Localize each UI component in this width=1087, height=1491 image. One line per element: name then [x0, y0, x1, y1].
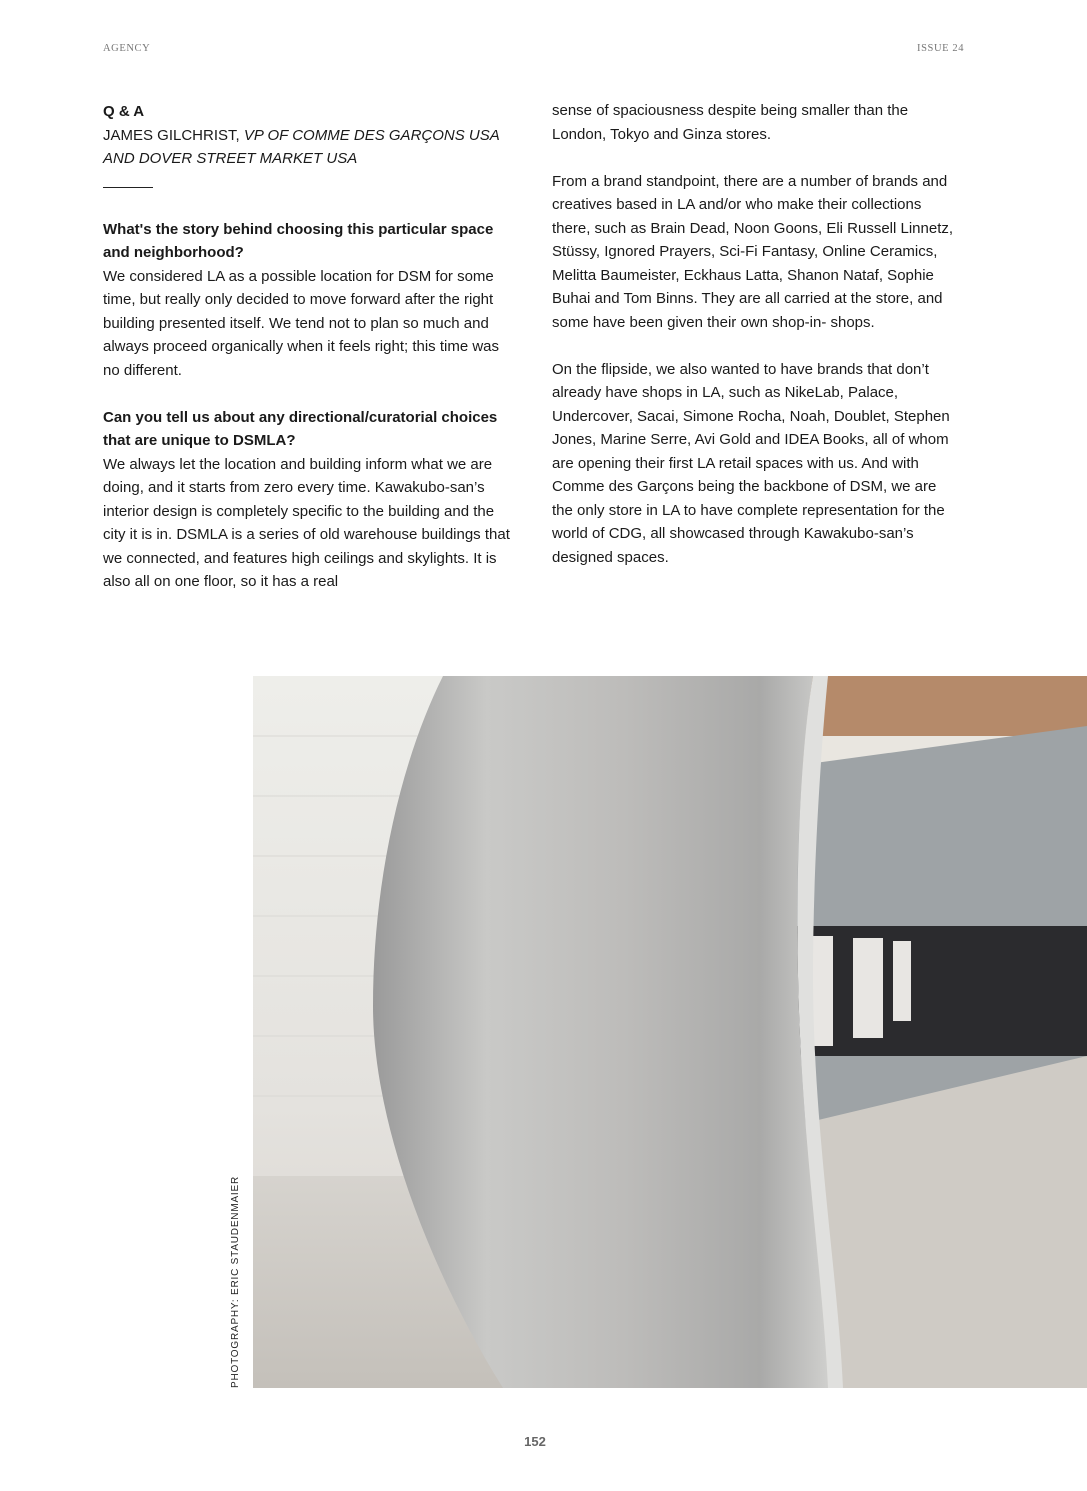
answer-2-part-2: sense of spaciousness despite being smaller than the London, Tokyo and Ginza stores.: [552, 102, 909, 143]
byline: [103, 124, 515, 171]
page-number: 152: [524, 1434, 546, 1449]
right-column: [552, 99, 960, 593]
answer-2-part-1: We always let the location and building inform what we are doing, and it starts from zero every time. Kawakubo-san’s interior design is completely specific to the building and the city it is in. DSMLA is a series of old warehouse buildings that we connected, and features high ceilings and skylights. It is also all on one floor, so it has a real: [103, 455, 510, 590]
running-header-issue: ISSUE 24: [917, 43, 965, 54]
store-interior-photo: [253, 676, 1087, 1388]
qa-block-1: [103, 218, 515, 383]
question-2: Can you tell us about any directional/curatorial choices that are unique to DSMLA?: [103, 408, 498, 449]
photo-credit: PHOTOGRAPHY: ERIC STAUDENMAIER: [230, 1176, 241, 1388]
photo-illustration: [253, 676, 1087, 1388]
subject-name: JAMES GILCHRIST,: [103, 126, 240, 144]
running-header-section: AGENCY: [103, 43, 151, 54]
divider: [103, 187, 153, 188]
paragraph-brands-la: From a brand standpoint, there are a number of brands and creatives based in LA and/or who make their collections there, such as Brain Dead, Noon Goons, Eli Russell Linnetz, Stüssy, Ignored Prayers, Sci-Fi Fantasy, Online Ceramics, Melitta Baumeister, Eckhaus Latta, Shanon Nataf, Sophie Buhai and Tom Binns. They are all carried at the store, and some have been given their own shop-in- shops.: [552, 172, 954, 331]
subject-title: VP OF COMME DES GARÇONS USA AND DOVER STREET MARKET USA: [103, 126, 500, 167]
answer-1: We considered LA as a possible location for DSM for some time, but really only decided to move forward after the right building presented itself. We tend not to plan so much and always proceed organically when it feels right; this time was no different.: [103, 267, 500, 379]
kicker: Q & A: [103, 103, 145, 120]
question-1: What's the story behind choosing this particular space and neighborhood?: [103, 220, 494, 261]
paragraph-flipside: On the flipside, we also wanted to have brands that don’t already have shops in LA, such as NikeLab, Palace, Undercover, Sacai, Simone Rocha, Noah, Doublet, Stephen Jones, Marine Serre, Avi Gold and IDEA Books, all of whom are opening their first LA retail spaces with us. And with Comme des Garçons being the backbone of DSM, we are the only store in LA to have complete representation for the world of CDG, all showcased through Kawakubo-san’s designed spaces.: [552, 360, 950, 566]
left-column: [103, 100, 515, 617]
qa-block-2: [103, 406, 515, 594]
